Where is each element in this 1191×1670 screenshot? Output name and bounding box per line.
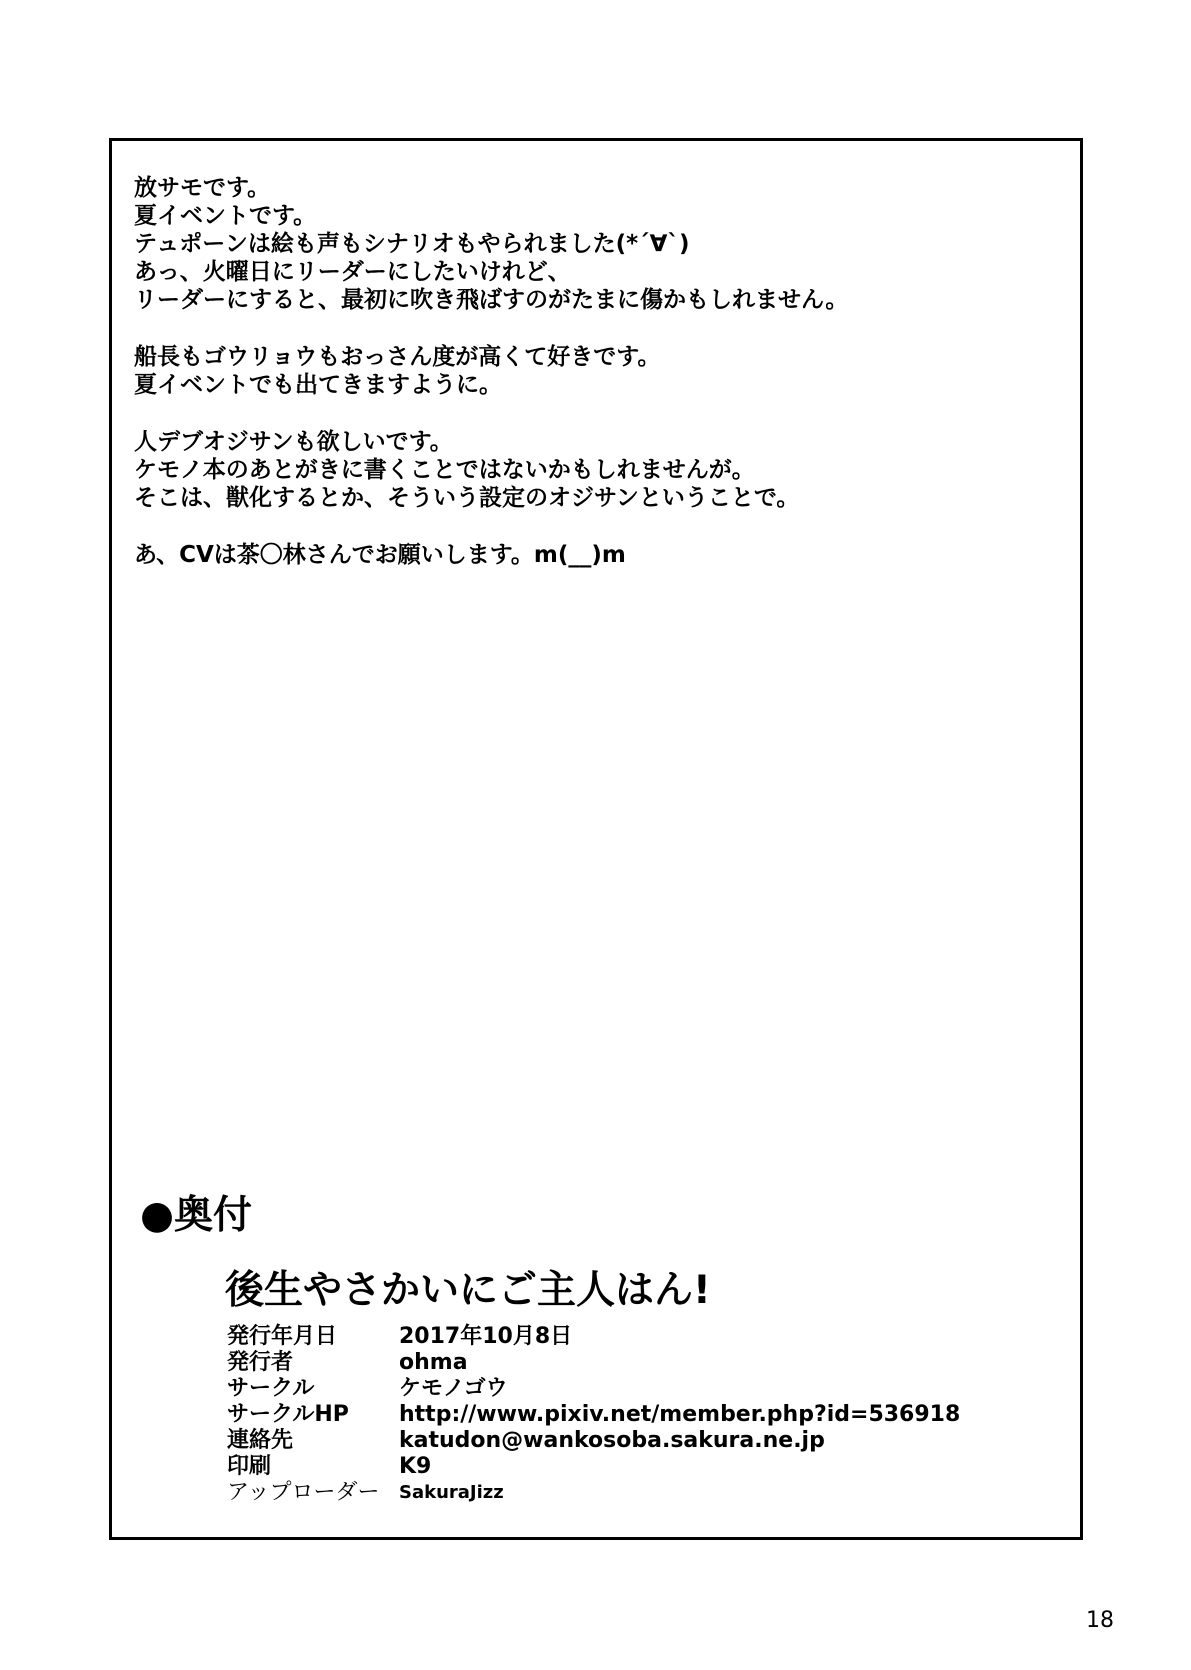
afterword-paragraph-4 (134, 541, 1034, 569)
colophon-label: サークルHP (227, 1402, 349, 1427)
colophon-row-uploader (227, 1480, 960, 1506)
book-title: 後生やさかいにご主人はん! (225, 1268, 711, 1313)
colophon-value: K9 (399, 1454, 432, 1479)
colophon-value: ケモノゴウ (399, 1376, 508, 1401)
colophon-row-circle-hp (227, 1402, 960, 1428)
afterword-line: 夏イベントでも出てきますように。 (134, 372, 502, 398)
afterword-line: ケモノ本のあとがきに書くことではないかもしれませんが。 (134, 457, 755, 483)
colophon-heading: ●奥付 (140, 1193, 253, 1238)
colophon-row-publisher (227, 1350, 960, 1376)
colophon-row-publish-date (227, 1324, 960, 1350)
colophon-label: サークル (227, 1376, 315, 1401)
circle-hp-url: http://www.pixiv.net/member.php?id=536918 (399, 1402, 961, 1427)
colophon-label: 発行者 (227, 1350, 294, 1375)
contact-email: katudon@wankosoba.sakura.ne.jp (399, 1428, 825, 1453)
afterword-line: 船長もゴウリョウもおっさん度が高くて好きです。 (134, 344, 661, 370)
afterword-line: テュポーンは絵も声もシナリオもやられました(*´∀`) (134, 231, 690, 257)
afterword-line: 夏イベントです。 (134, 203, 317, 229)
colophon-row-circle (227, 1376, 960, 1402)
colophon-label: 連絡先 (227, 1428, 294, 1453)
afterword-line: リーダーにすると、最初に吹き飛ばすのがたまに傷かもしれません。 (134, 287, 849, 313)
afterword-text (134, 174, 1034, 598)
colophon-label: 発行年月日 (227, 1324, 338, 1349)
colophon-row-contact (227, 1428, 960, 1454)
afterword-line: 人デブオジサンも欲しいです。 (134, 429, 453, 455)
afterword-line: 放サモです。 (134, 175, 271, 201)
colophon-info-table (227, 1324, 960, 1506)
afterword-line: あっ、火曜日にリーダーにしたいけれど、 (134, 259, 571, 285)
colophon-value: 2017年10月8日 (399, 1324, 573, 1349)
page-number: 18 (1086, 1608, 1114, 1633)
afterword-paragraph-1 (134, 174, 1034, 314)
colophon-value: ohma (399, 1350, 468, 1375)
afterword-paragraph-3 (134, 428, 1034, 512)
colophon-row-printing (227, 1454, 960, 1480)
colophon-label: アップローダー (227, 1480, 380, 1505)
colophon-label: 印刷 (227, 1454, 272, 1479)
afterword-line: あ、CVは茶〇林さんでお願いします。m(__)m (134, 542, 626, 568)
afterword-paragraph-2 (134, 343, 1034, 399)
colophon-value: SakuraJizz (399, 1482, 504, 1503)
afterword-line: そこは、獣化するとか、そういう設定のオジサンということで。 (134, 485, 800, 511)
